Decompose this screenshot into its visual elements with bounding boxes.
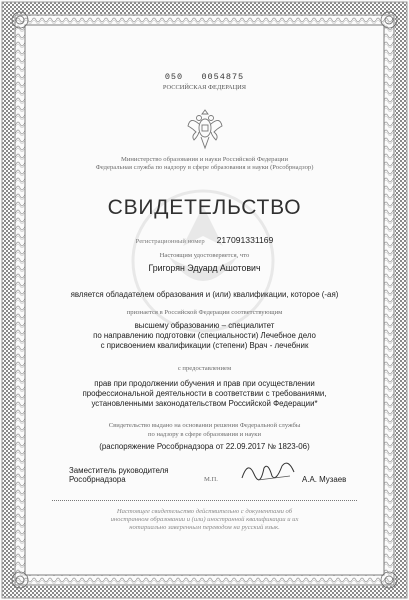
footnote-line-2: иностранном образовании и (или) иностранной квалификации и их (110, 516, 299, 523)
holder-status: является обладателем образования и (или) квалификации, которое (-ая) (70, 290, 339, 299)
reg-number-value: 217091331169 (216, 235, 274, 245)
serial-number-value: 0054875 (201, 72, 245, 82)
order-reference: (распоряжение Рособрнадзора от 22.09.2017 № 1823-06) (99, 442, 310, 451)
reg-number-label: Регистрационный номер (135, 238, 205, 245)
rights-line-1: прав при продолжении обучения и прав при осуществлении (94, 379, 315, 388)
country-name: РОССИЙСКАЯ ФЕДЕРАЦИЯ (162, 84, 247, 91)
signatory-title-line-2: Рособрнадзора (69, 475, 126, 484)
signatory-title-line-1: Заместитель руководителя (69, 466, 169, 475)
issued-basis-line-1: Свидетельство выдано на основании решения Федеральной службы (108, 422, 301, 429)
recognized-line: признается в Российской Федерации соответствующим (126, 309, 283, 316)
serial-series: 050 (164, 72, 184, 82)
footnote-line-3: нотариально заверенным переводом на русский язык. (129, 524, 280, 531)
signatory-name: А.А. Музаев (302, 475, 347, 484)
granting-line: с предоставлением (177, 365, 232, 372)
signatory-title (69, 466, 169, 484)
footnote-line-1: Настоящее свидетельство действительно с документами об (116, 508, 293, 515)
rights-line-3: установленными законодательством Российской Федерации* (91, 399, 318, 408)
signature-mark (238, 456, 298, 486)
education-qualification: с присвоением квалификации (степени) Врач - лечебник (100, 341, 309, 350)
holder-name: Григорян Эдуард Ашотович (148, 263, 261, 273)
document-title: СВИДЕТЕЛЬСТВО (107, 196, 302, 219)
serial-number (0, 72, 409, 82)
eagle-emblem-icon (186, 106, 224, 150)
seal-place-mark: М.П. (204, 476, 218, 483)
issued-basis-line-2: по надзору в сфере образования и науки (148, 431, 261, 438)
footnote-divider (52, 500, 357, 501)
reg-number-row (0, 230, 409, 248)
agency-line: Федеральная служба по надзору в сфере образования и науки (Рособрнадзор) (95, 164, 314, 171)
education-level: высшему образованию – специалитет (134, 321, 275, 330)
education-direction: по направлению подготовки (специальности) Лечебное дело (93, 331, 316, 340)
rights-line-2: профессиональной деятельности в соответствии с требованиями, (82, 389, 327, 398)
certifies-line: Настоящим удостоверяется, что (159, 252, 250, 259)
ministry-line: Министерство образования и науки Российской Федерации (121, 156, 288, 163)
